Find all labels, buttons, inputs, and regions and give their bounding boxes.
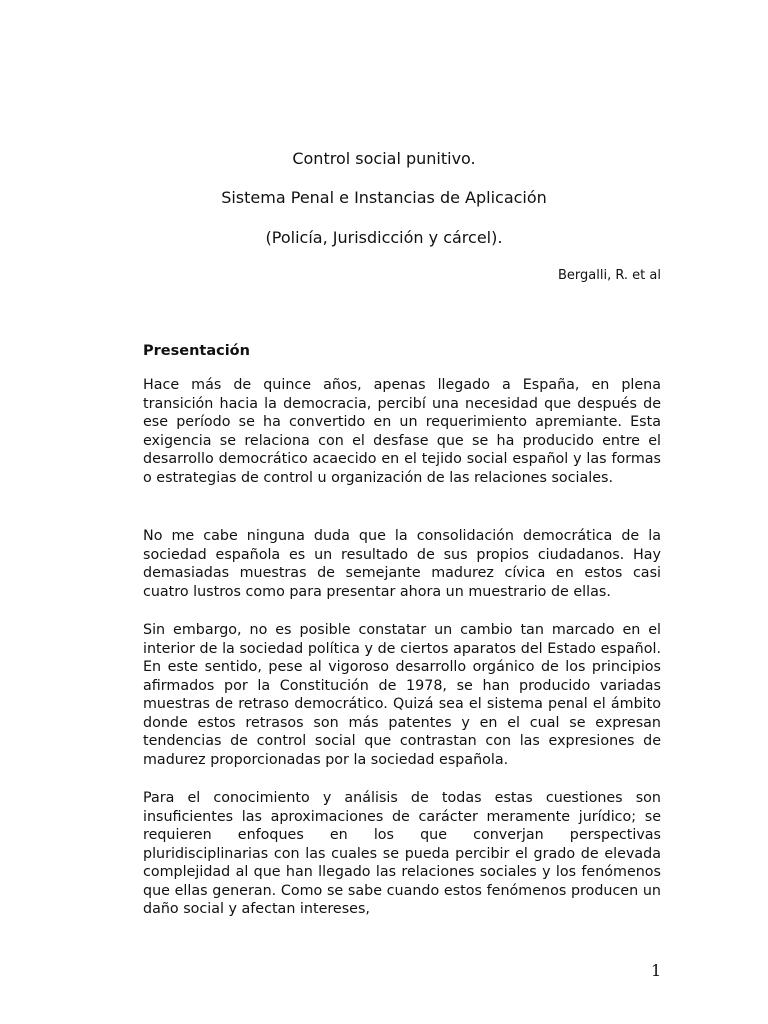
body-paragraph-4: Para el conocimiento y análisis de todas estas cuestiones son insuficientes las aproximaciones de carácter meramente jurídico; se requieren enfoques en los que converjan perspectivas pluridisciplinarias con las cuales se pueda percibir el grado de elevada complejidad al que han llegado las relaciones sociales y los fenómenos que ellas generan. Como se sabe cuando estos fenómenos producen un daño social y afectan intereses, [143, 790, 661, 917]
document-title: Control social punitivo. [292, 149, 476, 168]
body-paragraph-2: No me cabe ninguna duda que la consolidación democrática de la sociedad española es un resultado de sus propios ciudadanos. Hay demasiadas muestras de semejante madurez cívica en estos casi cuatro lustros como para presentar ahora un muestrario de ellas. [143, 528, 661, 600]
document-subtitle-parenthetical: (Policía, Jurisdicción y cárcel). [265, 228, 503, 247]
body-paragraph-1: Hace más de quince años, apenas llegado a España, en plena transición hacia la democracia, percibí una necesidad que después de ese período se ha convertido en un requerimiento apremiante. Esta exigencia se relaciona con el desfase que se ha producido entre el desarrollo democrático acaecido en el tejido social español y las formas o estrategias de control u organización de las relaciones sociales. [143, 377, 661, 486]
body-paragraph-3: Sin embargo, no es posible constatar un cambio tan marcado en el interior de la sociedad política y de ciertos aparatos del Estado español. En este sentido, pese al vigoroso desarrollo orgánico de los principios afirmados por la Constitución de 1978, se han producido variadas muestras de retraso democrático. Quizá sea el sistema penal el ámbito donde estos retrasos son más patentes y en el cual se expresan tendencias de control social que contrastan con las expresiones de madurez proporcionadas por la sociedad española. [143, 622, 661, 768]
document-subtitle: Sistema Penal e Instancias de Aplicación [221, 188, 547, 207]
page-number: 1 [651, 961, 662, 980]
document-author: Bergalli, R. et al [558, 268, 661, 283]
section-heading: Presentación [143, 343, 250, 359]
